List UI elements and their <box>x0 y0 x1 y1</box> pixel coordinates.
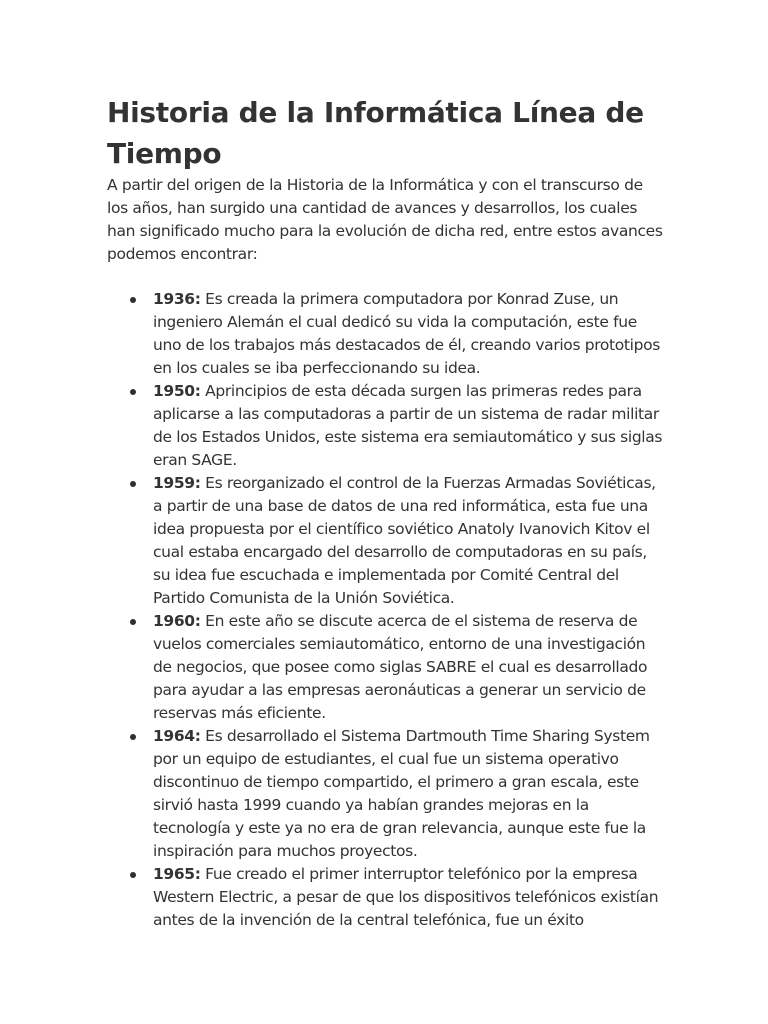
event-year: 1959: <box>153 474 201 492</box>
event-text: Es creada la primera computadora por Konrad Zuse, un ingeniero Alemán el cual dedicó su vida la computación, este fue uno de los trabajos más destacados de él, creando varios prototipos en los cuales se iba perfeccionando su idea. <box>153 290 660 377</box>
event-year: 1960: <box>153 612 201 630</box>
event-year: 1964: <box>153 727 201 745</box>
bullet-icon <box>130 481 136 487</box>
timeline-item <box>107 380 663 472</box>
bullet-icon <box>130 297 136 303</box>
event-year: 1965: <box>153 865 201 883</box>
event-text: Aprincipios de esta década surgen las primeras redes para aplicarse a las computadoras a partir de un sistema de radar militar de los Estados Unidos, este sistema era semiautomático y sus siglas eran SAGE. <box>153 382 663 469</box>
event-text: Es desarrollado el Sistema Dartmouth Time Sharing System por un equipo de estudiantes, el cual fue un sistema operativo discontinuo de tiempo compartido, el primero a gran escala, este sirvió hasta 1999 cuando ya habían grandes mejoras en la tecnología y este ya no era de gran relevancia, aunque este fue la inspiración para muchos proyectos. <box>153 727 650 860</box>
event-text: Es reorganizado el control de la Fuerzas Armadas Soviéticas, a partir de una base de datos de una red informática, esta fue una idea propuesta por el científico soviético Anatoly Ivanovich Kitov el cual estaba encargado del desarrollo de computadoras en su país, su idea fue escuchada e implementada por Comité Central del Partido Comunista de la Unión Soviética. <box>153 474 656 607</box>
event-year: 1950: <box>153 382 201 400</box>
event-text: Fue creado el primer interruptor telefónico por la empresa Western Electric, a pesar de que los dispositivos telefónicos existían antes de la invención de la central telefónica, fue un éxito <box>153 865 659 929</box>
bullet-icon <box>130 872 136 878</box>
bullet-icon <box>130 389 136 395</box>
timeline-item <box>107 288 663 380</box>
bullet-icon <box>130 619 136 625</box>
timeline-item <box>107 610 663 725</box>
timeline-item <box>107 725 663 863</box>
event-text: En este año se discute acerca de el sistema de reserva de vuelos comerciales semiautomático, entorno de una investigación de negocios, que posee como siglas SABRE el cual es desarrollado para ayudar a las empresas aeronáuticas a generar un servicio de reservas más eficiente. <box>153 612 648 722</box>
document-title: Historia de la Informática Línea de Tiempo <box>107 96 644 170</box>
bullet-icon <box>130 734 136 740</box>
timeline-item <box>107 863 663 932</box>
timeline-list <box>107 288 663 932</box>
document-page <box>107 92 663 932</box>
intro-paragraph: A partir del origen de la Historia de la Informática y con el transcurso de los años, han surgido una cantidad de avances y desarrollos, los cuales han significado mucho para la evolución de dicha red, entre estos avances podemos encontrar: <box>107 176 663 263</box>
timeline-item <box>107 472 663 610</box>
event-year: 1936: <box>153 290 201 308</box>
